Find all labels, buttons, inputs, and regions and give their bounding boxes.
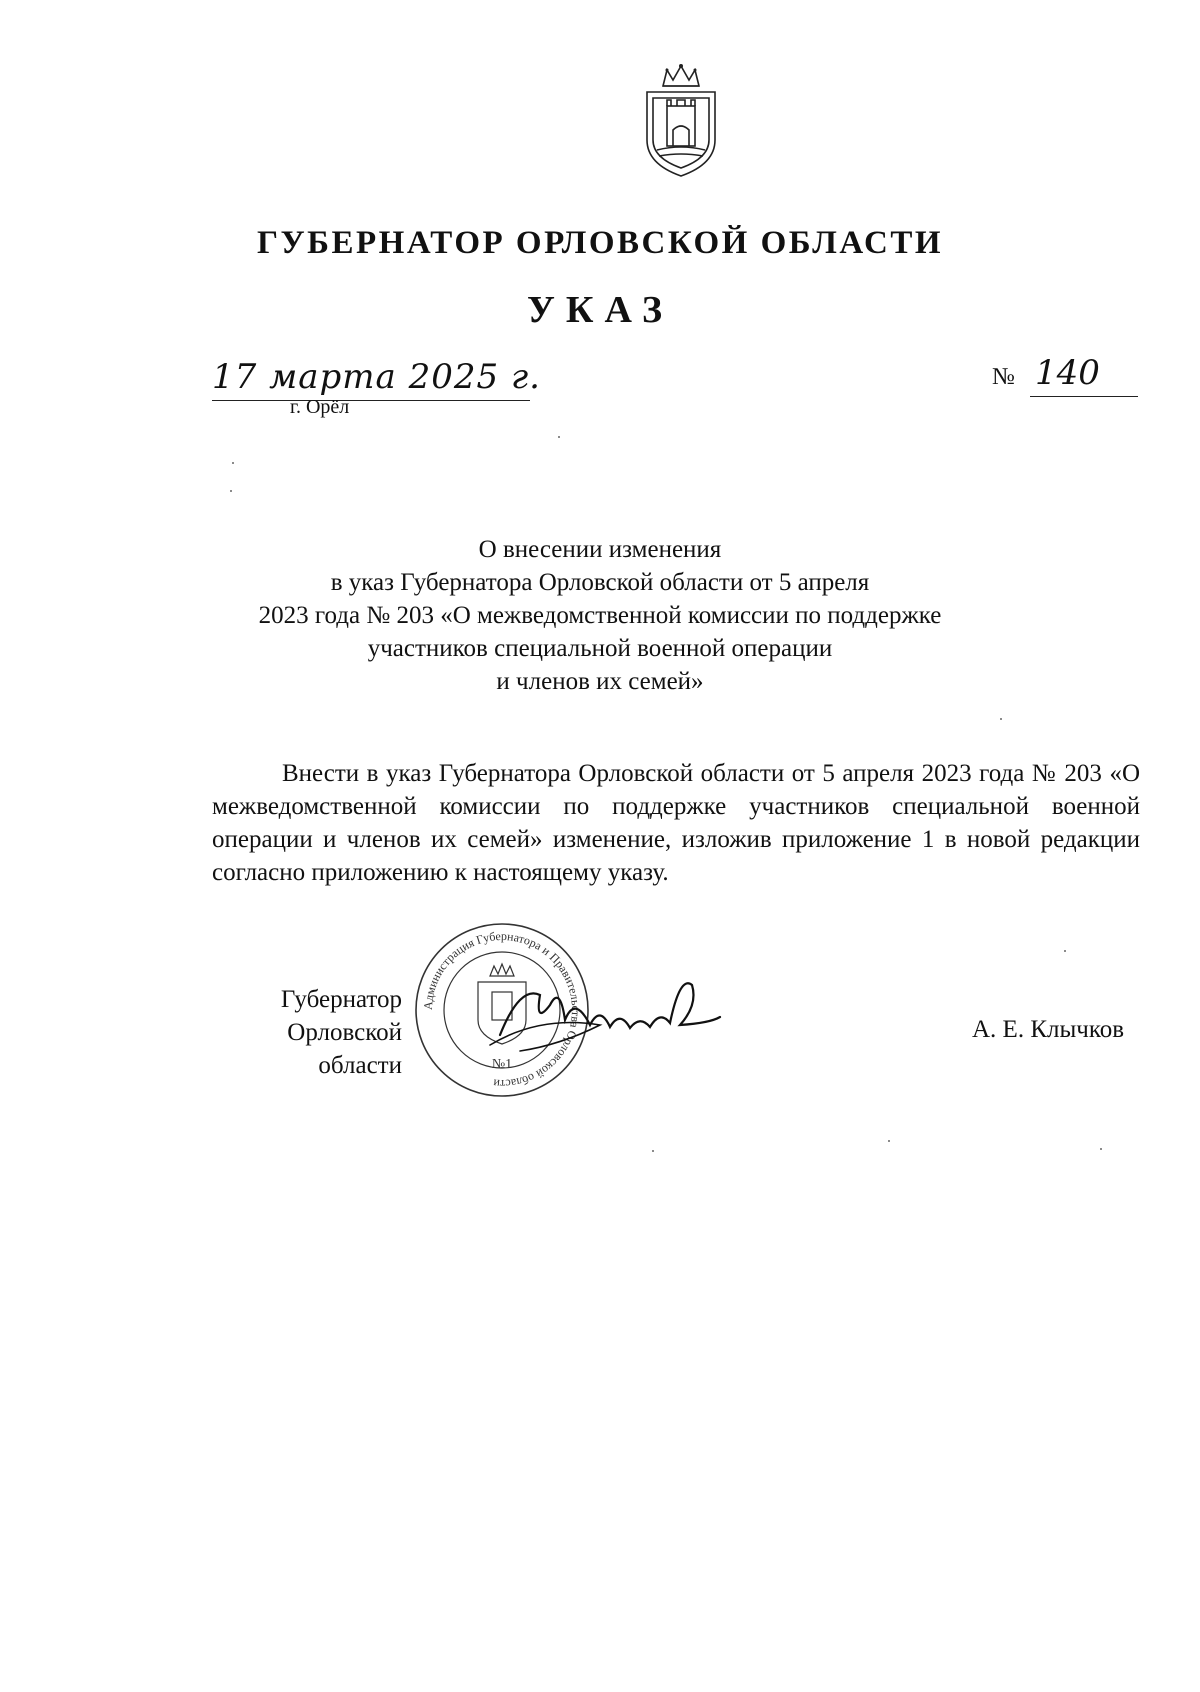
handwritten-signature	[480, 965, 730, 1065]
coat-of-arms-icon	[633, 60, 729, 180]
scan-speck	[230, 490, 232, 492]
seal-number: №1	[491, 1057, 513, 1072]
scan-speck	[1064, 950, 1066, 952]
title-line: участников специальной военной операции	[367, 635, 833, 662]
title-line: в указ Губернатора Орловской области от 5 апреля	[330, 569, 870, 596]
seal-text: Администрация Губернатора и Правительства Орловской области	[420, 928, 584, 1092]
signatory-name: А. Е. Клычков	[972, 1016, 1125, 1043]
date-underline	[212, 400, 530, 401]
title-line: 2023 года № 203 «О межведомственной комиссии по поддержке	[258, 602, 942, 629]
scan-speck	[1100, 1148, 1102, 1150]
scan-speck	[888, 1140, 890, 1142]
document-type: УКАЗ	[527, 289, 673, 331]
document-date: 17 марта 2025 г.	[212, 357, 541, 397]
document-number: 140	[1035, 353, 1100, 393]
scan-speck	[558, 436, 560, 438]
title-line: О внесении изменения	[478, 536, 722, 563]
number-label: №	[992, 364, 1015, 390]
scan-speck	[232, 462, 234, 464]
title-line: и членов их семей»	[496, 668, 704, 695]
body-paragraph: Внести в указ Губернатора Орловской области от 5 апреля 2023 года № 203 «О межведомственной комиссии по поддержке участников специальной военной операции и членов их семей» изменение, изложив приложение 1 в новой редакции согласно приложению к настоящему указу.	[212, 760, 1140, 886]
signatory-post	[212, 983, 402, 1082]
number-underline	[1030, 396, 1138, 397]
scan-speck	[652, 1150, 654, 1152]
signatory-post-line: Губернатор	[280, 986, 402, 1013]
document-title	[0, 533, 1200, 698]
document-city: г. Орёл	[290, 396, 350, 418]
scan-speck	[1000, 718, 1002, 720]
signatory-post-line: Орловской области	[287, 1019, 402, 1079]
issuing-authority: ГУБЕРНАТОР ОРЛОВСКОЙ ОБЛАСТИ	[256, 225, 944, 261]
